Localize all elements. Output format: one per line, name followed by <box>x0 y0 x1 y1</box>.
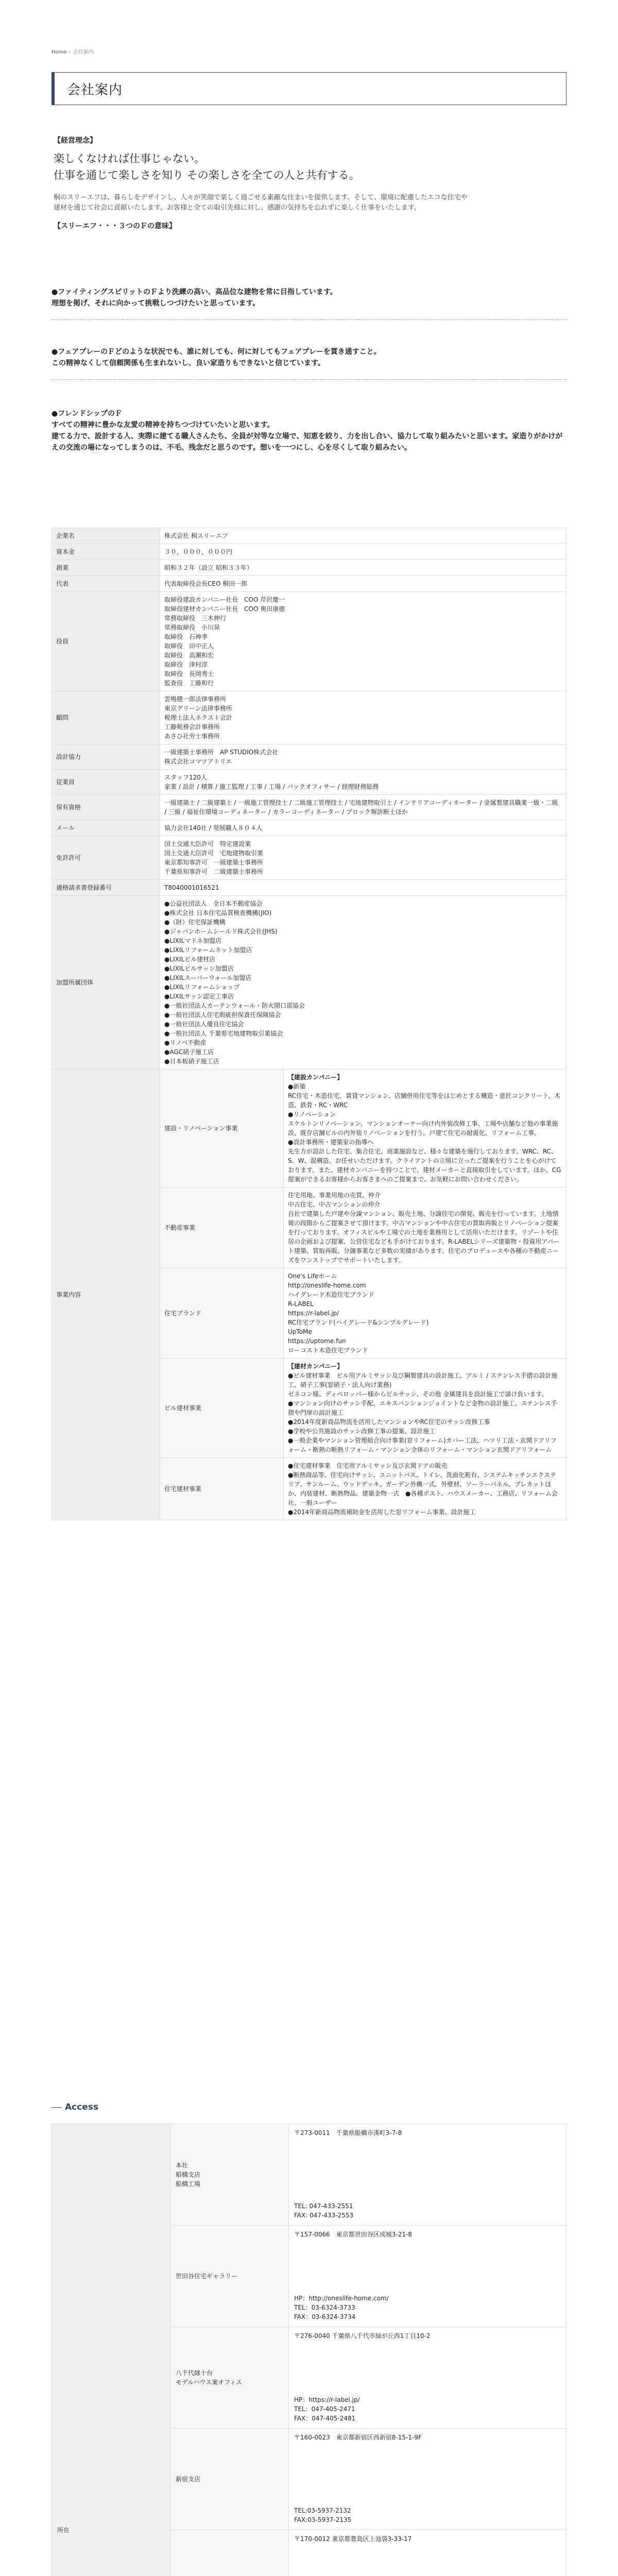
philosophy-label: 【経営理念】 <box>54 137 97 145</box>
office-contact: TEL:03-5937-2132 FAX:03-5937-2135 <box>294 2507 352 2523</box>
three-f-heading: 【スリーエフ・・・３つのＦの意味】 <box>54 222 176 230</box>
spirit-friendship-line-2: すべての精神に豊かな友愛の精神を持ちつづけていたいと思います。 建てる力で、設計する人、実際に建てる職人さんたち、全員が対等な立場で、知恵を絞り、力を出し合い、協力して取り組みたいと思います。家造りがかけがえの交流の場になってしまうのは、不毛、残念だと思うのです。想いを一つにし、心を尽くして取り組みたい。 <box>52 421 563 452</box>
business-desc: ●ビル建材事業 ビル用アルミサッシ及び鋼製建具の設計施工、アルミ / ステンレス手摺の設計施工、硝子工事(窓硝子・法人向け業務) ゼネコン様、ディベロッパー様からビルサッシ、その他 金属建具を設計施工で請け負います。 ●マンション向けのサッシ手配、エキスパンションジョイントなど金物の設計施工、ステンレス手摺や門扉の設計施工 ●2014年度新商品物流を活用したマンションやRC住宅のサッシ改修工事 ●学校や公共施設のサッシ改修工事の提案、設計施工 ●一般企業やマンション管理組合向け事業(窓リフォーム)カバー工法、ハツリ工法・玄関ドアリフォーム・断熱の断熱リフォーム・マンション全体のリフォーム・マンション玄関ドアリフォーム <box>288 1372 558 1453</box>
spirit-friendship <box>52 408 566 453</box>
office-contact: TEL: 047-433-2551 FAX: 047-433-2553 <box>294 2202 354 2219</box>
office-contact: HP：http://oneslife-home.com/ TEL：03-6324-3733 FAX：03-6324-3734 <box>294 2295 389 2320</box>
spirit-fairplay-line-1: ●フェアプレーのＦどのような状況でも、誰に対しても、何に対してもフェアプレーを貫き通すこと。 <box>52 348 381 356</box>
table-row <box>52 836 566 880</box>
table-row <box>52 820 566 836</box>
table-row <box>52 544 566 560</box>
breadcrumb-current: 会社案内 <box>73 49 94 55</box>
row-label: 保有資格 <box>52 795 160 820</box>
access-table <box>52 2124 566 2576</box>
table-row <box>52 576 566 592</box>
business-label: 事業内容 <box>52 1070 160 1520</box>
row-label: メール <box>52 820 160 836</box>
table-row <box>52 592 566 691</box>
business-desc: One's Lifeホーム http://oneslife-home.com ハイグレード木造住宅ブランド R-LABEL https://r-label.jp/ RC住宅ブランド(ハイグレード&シンプルグレード) UpToMe https://uptome.fun ローコスト木造住宅ブランド <box>284 1268 566 1359</box>
business-group-title: 【建設カンパニー】 <box>288 1074 344 1081</box>
table-row <box>52 744 566 770</box>
row-value: 取締役建設カンパニー社長 COO 芹沢慶一 取締役建材カンパニー社長 COO 奥田康徳 常務取締役 三木伸行 常務取締役 小川昇 取締役 石神孝 取締役 田中正人 取締役 高瀬和宏 取締役 津村淳 取締役 長岡秀士 監査役 工藤和行 <box>160 592 566 691</box>
row-label: 従業員 <box>52 770 160 795</box>
business-desc: ●住宅建材事業 住宅用アルミサッシ及び玄関ドアの販売 ●断熱商品等、住宅向けサッシ、ユニットバス、トイレ、洗面化粧台、システムキッチンエクステリア、サンルーム、ウッドデッキ、ガーデン外構一式、外壁材、ソーラーパネル、プレカットほか、内装建材、断熱物品、建築金物一式 ●各種ポスト、ハウスメーカー、工務店、リフォーム会社、一般ユーザー ●2014年新商品物流補助金を活用した窓リフォーム事業、設計施工 <box>284 1458 566 1520</box>
row-label: 資本金 <box>52 544 160 560</box>
row-label: 加盟所属団体 <box>52 896 160 1070</box>
office-name: 本社 船橋支店 船橋工場 <box>170 2124 289 2226</box>
row-value: スタッフ120人 家業 / 設計 / 積算 / 施工監理 / 工事 / 工場 / バックオフィサー / 経理財務総務 <box>160 770 566 795</box>
business-type-label: 住宅建材事業 <box>160 1458 284 1520</box>
row-value: 株式会社 桐スリーエフ <box>160 528 566 544</box>
table-row <box>52 2124 566 2226</box>
philosophy-section <box>54 135 569 231</box>
row-label: 企業名 <box>52 528 160 544</box>
row-label: 適格請求書登録番号 <box>52 880 160 896</box>
heading-rule <box>52 2107 62 2108</box>
table-row <box>52 560 566 576</box>
philosophy-lead-2: 仕事を通じて楽しさを知り その楽しさを全ての人と共有する。 <box>54 169 360 181</box>
row-label: 役員 <box>52 592 160 691</box>
office-contact: HP：https://r-label.jp/ TEL：047-405-2471 FAX：047-405-2481 <box>294 2396 360 2422</box>
page-title: 会社案内 <box>67 82 123 98</box>
breadcrumb <box>52 47 94 55</box>
table-row <box>52 896 566 1070</box>
table-row <box>52 795 566 820</box>
office-address: 〒157-0066 東京都世田谷区成城3-21-8 <box>294 2231 412 2238</box>
row-label: 設計協力 <box>52 744 160 770</box>
row-value: T8040001016521 <box>160 880 566 896</box>
row-label: 免許許可 <box>52 836 160 880</box>
row-label: 顧問 <box>52 691 160 744</box>
access-heading <box>52 2102 566 2112</box>
row-value: 代表取締役会長CEO 桐田一郎 <box>160 576 566 592</box>
row-label: 代表 <box>52 576 160 592</box>
table-row <box>52 770 566 795</box>
business-type-label: 住宅ブランド <box>160 1268 284 1359</box>
row-value: 一級建築士事務所 AP STUDIO株式会社 株式会社コマツアトリエ <box>160 744 566 770</box>
table-row <box>52 528 566 544</box>
divider <box>52 319 566 320</box>
company-info-table <box>52 528 566 1520</box>
office-address: 〒276-0040 千葉県八千代市緑が丘西1丁目10-2 <box>294 2332 431 2340</box>
row-value: 一級建築士 / 二級建築士 / 一級施工管理技士 / 二級施工管理技士 / 宅地建物取引士 / インテリアコーディネーター / 金属製建具職業一級・二級 / 三級 / 福祉住環境コーディネーター / カラーコーディネーター / ブロック塀診断士ほか <box>160 795 566 820</box>
philosophy-desc-2: 建材を通じて社会に貢献いたします。お客様と全ての取引先様に対し、感謝の気持ちを忘れずに楽しく仕事をいたします。 <box>54 204 421 212</box>
business-desc: ●新築 RC住宅・木造住宅、賃貸マンション、店舗併用住宅等をはじめとする構造・意匠コンクリート、木造、鉄骨・RC・WRC ●リノベーション スケルトンリノベーション、マンションオーナー向け内外装改修工事、工場や店舗など他の事業施設、既存店舗ビルの内外装リノベーションを行う。戸建て住宅の耐震化、リフォーム工事。 ●設計事務所・建築家の指導へ 先生方が設計した住宅、集合住宅、商業施設など、様々な建築を施行しております。WRC、RC、S、W、混構造、お任せいただけます。クライアントの立場に立ったご提案を行うことを心がけております。また、建材カンパニーを持つことで、建材メーカーと直接取引をしています。ほか、CG提案ができるお客様からお客さまへのご提案まで、お気軽にお問い合わせください。 <box>288 1083 561 1183</box>
row-label: 創業 <box>52 560 160 576</box>
office-name: 世田谷住宅ギャラリー <box>170 2226 289 2327</box>
row-value: 協力会社140社 / 発展職人８０４人 <box>160 820 566 836</box>
business-type-label: 不動産事業 <box>160 1188 284 1268</box>
row-value: 国土交通大臣許可 特定建設業 国土交通大臣許可 宅地建物取引業 東京都知事許可 一級建築士事務所 千葉県知事許可 二級建築士事務所 <box>160 836 566 880</box>
divider <box>52 379 566 380</box>
business-group-title: 【建材カンパニー】 <box>288 1363 344 1370</box>
office-name: 新宿支店 <box>170 2429 289 2530</box>
row-value: ３０，０００，０００円 <box>160 544 566 560</box>
philosophy-lead-1: 楽しくなければ仕事じゃない。 <box>54 152 205 165</box>
spirit-fairplay-line-2: この精神なくして信頼関係も生まれないし、良い家造りもできないと信じています。 <box>52 359 325 367</box>
office-address: 〒273-0011 千葉県船橋市湊町3-7-8 <box>294 2129 402 2137</box>
spirit-fighting-line-1: ●ファイティングスピリットのＦより洗練の高い、高品位な建物を常に目指しています。 <box>52 288 337 296</box>
office-address: 〒160-0023 東京都新宿区西新宿8-15-1-9F <box>294 2434 422 2441</box>
breadcrumb-home-link[interactable]: Home <box>52 49 67 55</box>
office-address: 〒170-0012 東京都豊島区上池袋3-33-17 <box>294 2535 412 2543</box>
spirit-fighting <box>52 286 566 320</box>
row-value: 雲鳴健一郎法律事務所 東京グリーン法律事務所 税理士法人ネクスト会計 工藤税務会計事務所 あさひ社労士事務所 <box>160 691 566 744</box>
philosophy-desc-1: 桐のスリーエフは、暮らしをデザインし、人々が笑顔で楽しく過ごせる素敵な住まいを提供します。そして、環境に配慮したエコな住宅や <box>54 194 468 201</box>
row-value: ●公益社団法人 全日本不動産協会 ●株式会社 日本住宅品質検査機構(JIO) ●（財）住宅保証機構 ●ジャパンホームシールド株式会社(JHS) ●LIXILマドネ加盟店 ●LIXILリフォームネット加盟店 ●LIXILビル建材店 ●LIXILビルサッシ加盟店 ●LIXILスーパーウォール加盟店 ●LIXILリフォームショップ ●LIXILサッシ認定工事店 ●一般社団法人カーテンウォール・防火開口部協会 ●一般社団法人住宅瑕疵担保責任保険協会 ●一般社団法人優良住宅協会 ●一般社団法人 千葉県宅地建物取引業協会 ●リノベ不動産 ●AGC硝子施工店 ●日本板硝子施工店 <box>160 896 566 1070</box>
table-row <box>52 880 566 896</box>
spirit-friendship-line-1: ●フレンドシップのＦ <box>52 410 123 418</box>
office-name <box>170 2530 289 2576</box>
table-row <box>52 1070 566 1188</box>
business-desc: 住宅用地、事業用地の売買、仲介 中古住宅、中古マンションの仲介 自社で建築した戸建や分譲マンション、販売土地、分譲住宅の開発、販売を行っています。土地情報の段階からご提案させて頂けます。中古マンションや中古住宅の買取再販とリノベーション提案を行っております。オフィスビルや工場での土地を業務用として活用いただけます。リゾートや住居の企画および提案、公営住宅なども手がけております。R-LABELシリーズ建築物・投資用アパート建築、買取再販、分譲事業など多数の実績があります。住宅のプロデュースや各種の不動産ニーズをワンストップでサポートいたします。 <box>284 1188 566 1268</box>
table-row <box>52 691 566 744</box>
spirit-fairplay <box>52 346 566 380</box>
page-title-box <box>52 72 566 105</box>
business-type-label: 建設・リノベーション事業 <box>160 1070 284 1188</box>
office-name: 八千代縁十台 モデルハウス案オフィス <box>170 2327 289 2429</box>
breadcrumb-separator: › <box>68 49 71 55</box>
row-value: 昭和３２年（設立 昭和３３年） <box>160 560 566 576</box>
access-group-label: 所在 <box>52 2124 170 2576</box>
access-title: Access <box>65 2102 99 2112</box>
spirit-fighting-line-2: 理想を掲げ、それに向かって挑戦しつづけたいと思っています。 <box>52 299 260 308</box>
business-type-label: ビル建材事業 <box>160 1359 284 1458</box>
